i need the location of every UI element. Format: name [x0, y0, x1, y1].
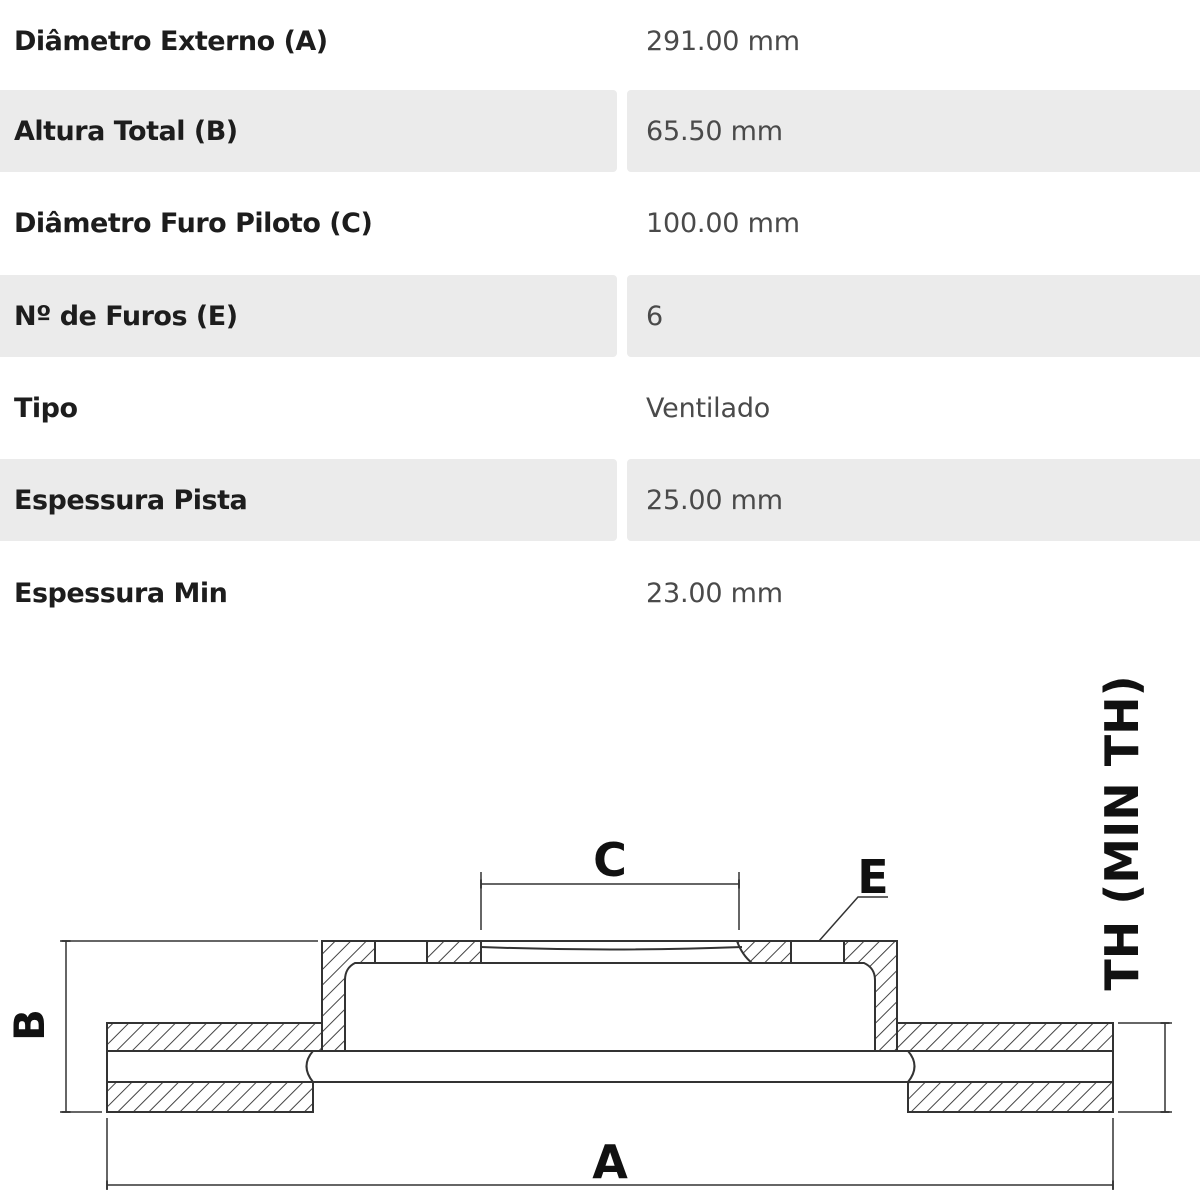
label-e: E [857, 850, 889, 904]
spec-row-diametro-externo [0, 0, 1200, 82]
spec-value: 25.00 mm [627, 459, 1200, 541]
brake-disc-diagram [0, 640, 1200, 1200]
spec-row-altura-total [0, 90, 1200, 172]
spec-label: Tipo [14, 392, 78, 424]
spec-value: Ventilado [646, 392, 771, 424]
spec-value: 6 [627, 275, 1200, 357]
bottom-plate-left [107, 1082, 313, 1112]
spec-row-espessura-pista [0, 459, 1200, 541]
spec-label: Altura Total (B) [0, 90, 617, 172]
spec-label: Diâmetro Furo Piloto (C) [14, 207, 373, 239]
spec-label: Diâmetro Externo (A) [14, 25, 328, 57]
hat-wall-left [322, 941, 375, 1051]
hat-top-block-left [427, 941, 481, 963]
spec-row-numero-furos [0, 275, 1200, 357]
hat-top-block-right [737, 941, 791, 963]
disc-cross-section [107, 941, 1113, 1112]
spec-row-tipo [0, 367, 1200, 449]
spec-label: Nº de Furos (E) [0, 275, 617, 357]
label-b: B [5, 1008, 54, 1042]
label-c: C [593, 833, 627, 887]
label-th: TH (MIN TH) [1095, 675, 1149, 991]
label-a: A [592, 1135, 628, 1189]
hat-wall-right [844, 941, 897, 1051]
top-plate-left [107, 1023, 322, 1051]
spec-value: 23.00 mm [646, 577, 783, 609]
spec-value: 100.00 mm [646, 207, 800, 239]
top-plate-right [897, 1023, 1113, 1051]
spec-value: 291.00 mm [646, 25, 800, 57]
spec-row-espessura-min [0, 552, 1200, 634]
spec-value: 65.50 mm [627, 90, 1200, 172]
vent-channel [107, 1051, 1113, 1082]
spec-label: Espessura Min [14, 577, 228, 609]
spec-row-diametro-furo-piloto [0, 182, 1200, 264]
bottom-plate-right [908, 1082, 1113, 1112]
spec-label: Espessura Pista [0, 459, 617, 541]
